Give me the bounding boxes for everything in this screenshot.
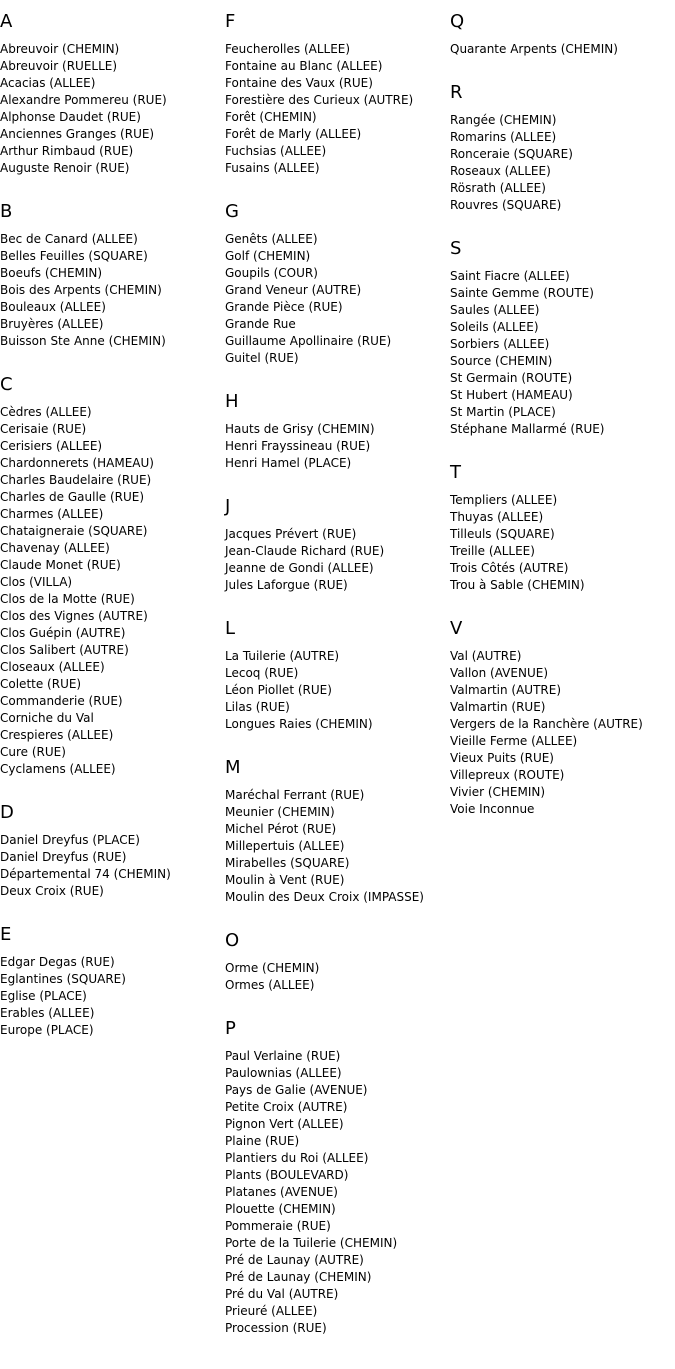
street-list [450, 648, 675, 818]
street-item: Eglantines (SQUARE) [0, 972, 126, 986]
section-letter-heading: R [450, 82, 463, 103]
street-item: Charles Baudelaire (RUE) [0, 473, 152, 487]
street-item: Tilleuls (SQUARE) [450, 527, 555, 541]
street-list [225, 787, 450, 906]
street-item: Abreuvoir (CHEMIN) [0, 42, 120, 56]
street-item: Cerisaie (RUE) [0, 422, 87, 436]
street-list [225, 648, 450, 733]
street-item: Val (AUTRE) [450, 649, 522, 663]
street-item: Mirabelles (SQUARE) [225, 856, 350, 870]
street-item: Chataigneraie (SQUARE) [0, 524, 148, 538]
street-item: Vergers de la Ranchère (AUTRE) [450, 717, 643, 731]
street-item: Fusains (ALLEE) [225, 161, 320, 175]
letter-section [225, 930, 450, 994]
street-item: Plantiers du Roi (ALLEE) [225, 1151, 369, 1165]
letter-section [225, 757, 450, 906]
street-item: Vallon (AVENUE) [450, 666, 548, 680]
street-item: Plaine (RUE) [225, 1134, 300, 1148]
street-item: Porte de la Tuilerie (CHEMIN) [225, 1236, 398, 1250]
street-item: Guitel (RUE) [225, 351, 299, 365]
section-letter-heading: A [0, 11, 13, 32]
street-item: Pré du Val (AUTRE) [225, 1287, 339, 1301]
street-item: Rangée (CHEMIN) [450, 113, 557, 127]
section-letter-heading: C [0, 374, 13, 395]
section-letter-heading: J [225, 496, 231, 517]
street-item: Soleils (ALLEE) [450, 320, 539, 334]
street-item: Boeufs (CHEMIN) [0, 266, 103, 280]
street-item: Golf (CHEMIN) [225, 249, 311, 263]
street-item: Prieuré (ALLEE) [225, 1304, 318, 1318]
street-item: Trou à Sable (CHEMIN) [450, 578, 585, 592]
street-list [225, 231, 450, 367]
street-item: Paulownias (ALLEE) [225, 1066, 342, 1080]
street-item: Clos Guépin (AUTRE) [0, 626, 126, 640]
street-item: Lecoq (RUE) [225, 666, 299, 680]
street-item: Clos Salibert (AUTRE) [0, 643, 129, 657]
street-list [0, 832, 225, 900]
street-item: Erables (ALLEE) [0, 1006, 95, 1020]
section-letter-heading: O [225, 930, 240, 951]
street-list [225, 526, 450, 594]
street-item: Platanes (AVENUE) [225, 1185, 338, 1199]
section-letter-heading: E [0, 924, 12, 945]
street-item: Quarante Arpents (CHEMIN) [450, 42, 618, 56]
street-item: Abreuvoir (RUELLE) [0, 59, 118, 73]
street-item: Daniel Dreyfus (PLACE) [0, 833, 140, 847]
street-item: Cyclamens (ALLEE) [0, 762, 116, 776]
street-item: Thuyas (ALLEE) [450, 510, 544, 524]
street-item: Closeaux (ALLEE) [0, 660, 105, 674]
letter-section [0, 924, 225, 1039]
section-letter-heading: S [450, 238, 462, 259]
street-item: Cure (RUE) [0, 745, 66, 759]
street-item: Corniche du Val [0, 711, 94, 725]
street-item: Deux Croix (RUE) [0, 884, 104, 898]
letter-section [0, 802, 225, 900]
street-item: Colette (RUE) [0, 677, 82, 691]
street-item: Jacques Prévert (RUE) [225, 527, 357, 541]
street-item: Feucherolles (ALLEE) [225, 42, 351, 56]
letter-section [225, 11, 450, 177]
street-list [450, 41, 675, 58]
street-item: Source (CHEMIN) [450, 354, 553, 368]
street-item: Daniel Dreyfus (RUE) [0, 850, 127, 864]
letter-section [225, 618, 450, 733]
section-letter-heading: B [0, 201, 13, 222]
street-item: Valmartin (RUE) [450, 700, 546, 714]
section-letter-heading: P [225, 1018, 236, 1039]
street-item: Guillaume Apollinaire (RUE) [225, 334, 392, 348]
street-item: Vivier (CHEMIN) [450, 785, 546, 799]
street-item: Pré de Launay (CHEMIN) [225, 1270, 372, 1284]
street-item: Edgar Degas (RUE) [0, 955, 115, 969]
street-item: Grande Rue [225, 317, 296, 331]
street-item: Hauts de Grisy (CHEMIN) [225, 422, 375, 436]
street-item: Procession (RUE) [225, 1321, 327, 1335]
street-item: Michel Pérot (RUE) [225, 822, 337, 836]
street-index-column-2 [225, 0, 450, 1337]
street-item: Bois des Arpents (CHEMIN) [0, 283, 162, 297]
section-letter-heading: G [225, 201, 239, 222]
street-item: St Germain (ROUTE) [450, 371, 573, 385]
street-list [450, 492, 675, 594]
section-letter-heading: M [225, 757, 241, 778]
street-item: La Tuilerie (AUTRE) [225, 649, 340, 663]
street-item: Trois Côtés (AUTRE) [450, 561, 569, 575]
street-item: Saules (ALLEE) [450, 303, 540, 317]
street-item: Treille (ALLEE) [450, 544, 535, 558]
street-item: Sorbiers (ALLEE) [450, 337, 550, 351]
section-letter-heading: F [225, 11, 236, 32]
street-item: Alexandre Pommereu (RUE) [0, 93, 167, 107]
street-item: Clos (VILLA) [0, 575, 73, 589]
street-item: Chavenay (ALLEE) [0, 541, 110, 555]
street-item: Rouvres (SQUARE) [450, 198, 562, 212]
section-letter-heading: T [450, 462, 461, 483]
street-item: Jean-Claude Richard (RUE) [225, 544, 385, 558]
street-item: Pignon Vert (ALLEE) [225, 1117, 344, 1131]
street-list [450, 268, 675, 438]
street-item: Ronceraie (SQUARE) [450, 147, 573, 161]
street-item: Europe (PLACE) [0, 1023, 94, 1037]
street-item: Clos des Vignes (AUTRE) [0, 609, 148, 623]
street-item: Vieille Ferme (ALLEE) [450, 734, 578, 748]
street-item: Moulin à Vent (RUE) [225, 873, 345, 887]
street-item: Sainte Gemme (ROUTE) [450, 286, 594, 300]
street-item: Pré de Launay (AUTRE) [225, 1253, 364, 1267]
street-item: Crespieres (ALLEE) [0, 728, 114, 742]
letter-section [0, 11, 225, 177]
street-item: Charles de Gaulle (RUE) [0, 490, 145, 504]
street-item: Cèdres (ALLEE) [0, 405, 92, 419]
street-item: Buisson Ste Anne (CHEMIN) [0, 334, 166, 348]
street-list [0, 954, 225, 1039]
street-item: Longues Raies (CHEMIN) [225, 717, 373, 731]
street-item: Acacias (ALLEE) [0, 76, 96, 90]
street-item: Grand Veneur (AUTRE) [225, 283, 362, 297]
street-item: Grande Pièce (RUE) [225, 300, 343, 314]
street-item: Plants (BOULEVARD) [225, 1168, 349, 1182]
street-item: Stéphane Mallarmé (RUE) [450, 422, 605, 436]
street-item: Fontaine au Blanc (ALLEE) [225, 59, 383, 73]
street-item: Bec de Canard (ALLEE) [0, 232, 138, 246]
street-item: Rösrath (ALLEE) [450, 181, 546, 195]
street-item: Jeanne de Gondi (ALLEE) [225, 561, 374, 575]
street-item: Clos de la Motte (RUE) [0, 592, 135, 606]
street-item: Orme (CHEMIN) [225, 961, 320, 975]
street-item: Belles Feuilles (SQUARE) [0, 249, 148, 263]
street-item: Roseaux (ALLEE) [450, 164, 551, 178]
street-item: Alphonse Daudet (RUE) [0, 110, 141, 124]
street-item: Pommeraie (RUE) [225, 1219, 331, 1233]
street-item: Jules Laforgue (RUE) [225, 578, 348, 592]
letter-section [450, 462, 675, 594]
street-item: Moulin des Deux Croix (IMPASSE) [225, 890, 424, 904]
street-list [225, 960, 450, 994]
street-item: Henri Frayssineau (RUE) [225, 439, 371, 453]
letter-section [225, 1018, 450, 1337]
street-item: Cerisiers (ALLEE) [0, 439, 103, 453]
street-item: Fontaine des Vaux (RUE) [225, 76, 373, 90]
street-item: Fuchsias (ALLEE) [225, 144, 327, 158]
letter-section [225, 201, 450, 367]
street-item: Romarins (ALLEE) [450, 130, 557, 144]
street-item: Chardonnerets (HAMEAU) [0, 456, 154, 470]
street-item: Léon Piollet (RUE) [225, 683, 332, 697]
street-item: Claude Monet (RUE) [0, 558, 121, 572]
street-item: Meunier (CHEMIN) [225, 805, 335, 819]
street-item: Forestière des Curieux (AUTRE) [225, 93, 414, 107]
street-index-column-3 [450, 0, 675, 818]
section-letter-heading: H [225, 391, 239, 412]
section-letter-heading: Q [450, 11, 465, 32]
letter-section [450, 618, 675, 818]
street-item: Charmes (ALLEE) [0, 507, 104, 521]
street-index-column-1 [0, 0, 225, 1039]
street-item: Villepreux (ROUTE) [450, 768, 565, 782]
letter-section [0, 374, 225, 778]
street-item: Plouette (CHEMIN) [225, 1202, 336, 1216]
street-item: Goupils (COUR) [225, 266, 318, 280]
street-list [0, 404, 225, 778]
street-item: Henri Hamel (PLACE) [225, 456, 352, 470]
street-item: Paul Verlaine (RUE) [225, 1049, 341, 1063]
street-item: Eglise (PLACE) [0, 989, 87, 1003]
street-item: Millepertuis (ALLEE) [225, 839, 345, 853]
letter-section [225, 496, 450, 594]
street-item: Lilas (RUE) [225, 700, 290, 714]
street-item: Départemental 74 (CHEMIN) [0, 867, 171, 881]
street-item: Valmartin (AUTRE) [450, 683, 562, 697]
street-item: Arthur Rimbaud (RUE) [0, 144, 134, 158]
street-item: Forêt de Marly (ALLEE) [225, 127, 362, 141]
street-item: Vieux Puits (RUE) [450, 751, 554, 765]
section-letter-heading: D [0, 802, 14, 823]
street-item: Pays de Galie (AVENUE) [225, 1083, 368, 1097]
letter-section [225, 391, 450, 472]
street-item: Genêts (ALLEE) [225, 232, 318, 246]
letter-section [0, 201, 225, 350]
street-item: Commanderie (RUE) [0, 694, 123, 708]
street-item: Petite Croix (AUTRE) [225, 1100, 348, 1114]
street-list [225, 41, 450, 177]
street-list [450, 112, 675, 214]
street-item: Maréchal Ferrant (RUE) [225, 788, 365, 802]
street-item: Ormes (ALLEE) [225, 978, 315, 992]
letter-section [450, 82, 675, 214]
street-list [0, 41, 225, 177]
street-item: Auguste Renoir (RUE) [0, 161, 130, 175]
section-letter-heading: V [450, 618, 463, 639]
street-item: Bruyères (ALLEE) [0, 317, 104, 331]
street-list [0, 231, 225, 350]
street-item: Voie Inconnue [450, 802, 535, 816]
street-item: Forêt (CHEMIN) [225, 110, 317, 124]
street-list [225, 421, 450, 472]
section-letter-heading: L [225, 618, 236, 639]
letter-section [450, 11, 675, 58]
street-item: St Hubert (HAMEAU) [450, 388, 573, 402]
street-item: Templiers (ALLEE) [450, 493, 558, 507]
street-item: St Martin (PLACE) [450, 405, 556, 419]
letter-section [450, 238, 675, 438]
street-item: Bouleaux (ALLEE) [0, 300, 106, 314]
street-item: Saint Fiacre (ALLEE) [450, 269, 570, 283]
street-item: Anciennes Granges (RUE) [0, 127, 155, 141]
street-list [225, 1048, 450, 1337]
